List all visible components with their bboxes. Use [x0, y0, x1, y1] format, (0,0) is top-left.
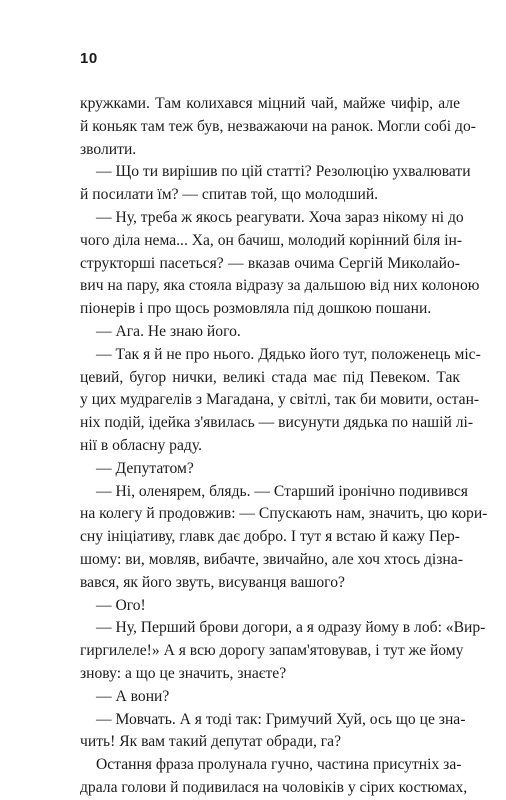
text-line: — Депутатом?	[96, 459, 194, 477]
text-line: сну ініціативу, главк дає добро. І тут я встаю й кажу Пер-	[80, 528, 460, 546]
text-line: структорші пасеться? — вказав очима Сергій Миколайо-	[80, 254, 460, 272]
text-line: — Так я й не про нього. Дядько його тут, положенець міс-	[96, 345, 481, 363]
text-line: нії в обласну раду.	[80, 436, 202, 454]
text-line: Остання фраза пролунала гучно, частина присутніх за-	[96, 756, 462, 774]
text-line: — Ну, треба ж якось реагувати. Хоча зараз нікому ні до	[96, 208, 464, 226]
text-line: чого діла нема... Ха, он бачиш, молодий корінний біля ін-	[80, 231, 463, 249]
text-line: цевий, бугор нички, великі стада має під Певеком. Так	[80, 368, 460, 386]
text-line: вався, як його звуть, висуванця вашого?	[80, 573, 345, 591]
page-text	[80, 93, 488, 800]
text-line: вич на пару, яка стояла відразу за дальшою від них колоною	[80, 277, 480, 295]
text-line: — Ну, Перший брови догори, а я одразу йому в лоб: «Вир-	[96, 619, 486, 637]
text-line: шому: ви, мовляв, вибачте, звичайно, але хоч хтось дізна-	[80, 550, 463, 568]
text-line: драла голови й подивилася на чоловіків у сірих костюмах,	[80, 778, 468, 796]
text-line: — Ага. Не знаю його.	[96, 322, 241, 340]
text-line: на колегу й продовжив: — Спускають нам, значить, цю кори-	[80, 505, 488, 523]
text-line: піонерів і про щось розмовляла під дошкою пошани.	[80, 300, 432, 318]
text-line: кружками. Там колихався міцний чай, майже чифір, але	[80, 95, 460, 112]
text-line: — А вони?	[96, 687, 170, 705]
text-line: гиргилеле!» А я всю дорогу запам'ятовував, і тут же йому	[80, 642, 464, 660]
text-line: — Що ти вирішив по цій статті? Резолюцію ухвалювати	[96, 163, 471, 181]
text-line: й коньяк там теж був, незважаючи на ранок. Могли собі до-	[80, 117, 476, 135]
text-line: — Мовчать. А я тоді так: Гримучий Хуй, ось що це зна-	[96, 710, 466, 728]
text-line: у цих мудрагелів з Магадана, у світлі, так би мовити, остан-	[80, 391, 480, 409]
text-line: зволити.	[80, 140, 137, 158]
text-line: — Ого!	[96, 596, 146, 614]
page-number: 10	[80, 50, 98, 67]
text-line: чить! Як вам такий депутат обради, га?	[80, 733, 342, 751]
text-line: знову: а що це значить, знаєте?	[80, 664, 287, 682]
text-line: ніх подій, ідейка з'явилась — висунути дядька по нашій лі-	[80, 414, 474, 432]
text-line: й посилати їм? — спитав той, що молодший.	[80, 186, 379, 204]
text-line: — Ні, оленярем, блядь. — Старший іронічно подивився	[96, 482, 468, 500]
